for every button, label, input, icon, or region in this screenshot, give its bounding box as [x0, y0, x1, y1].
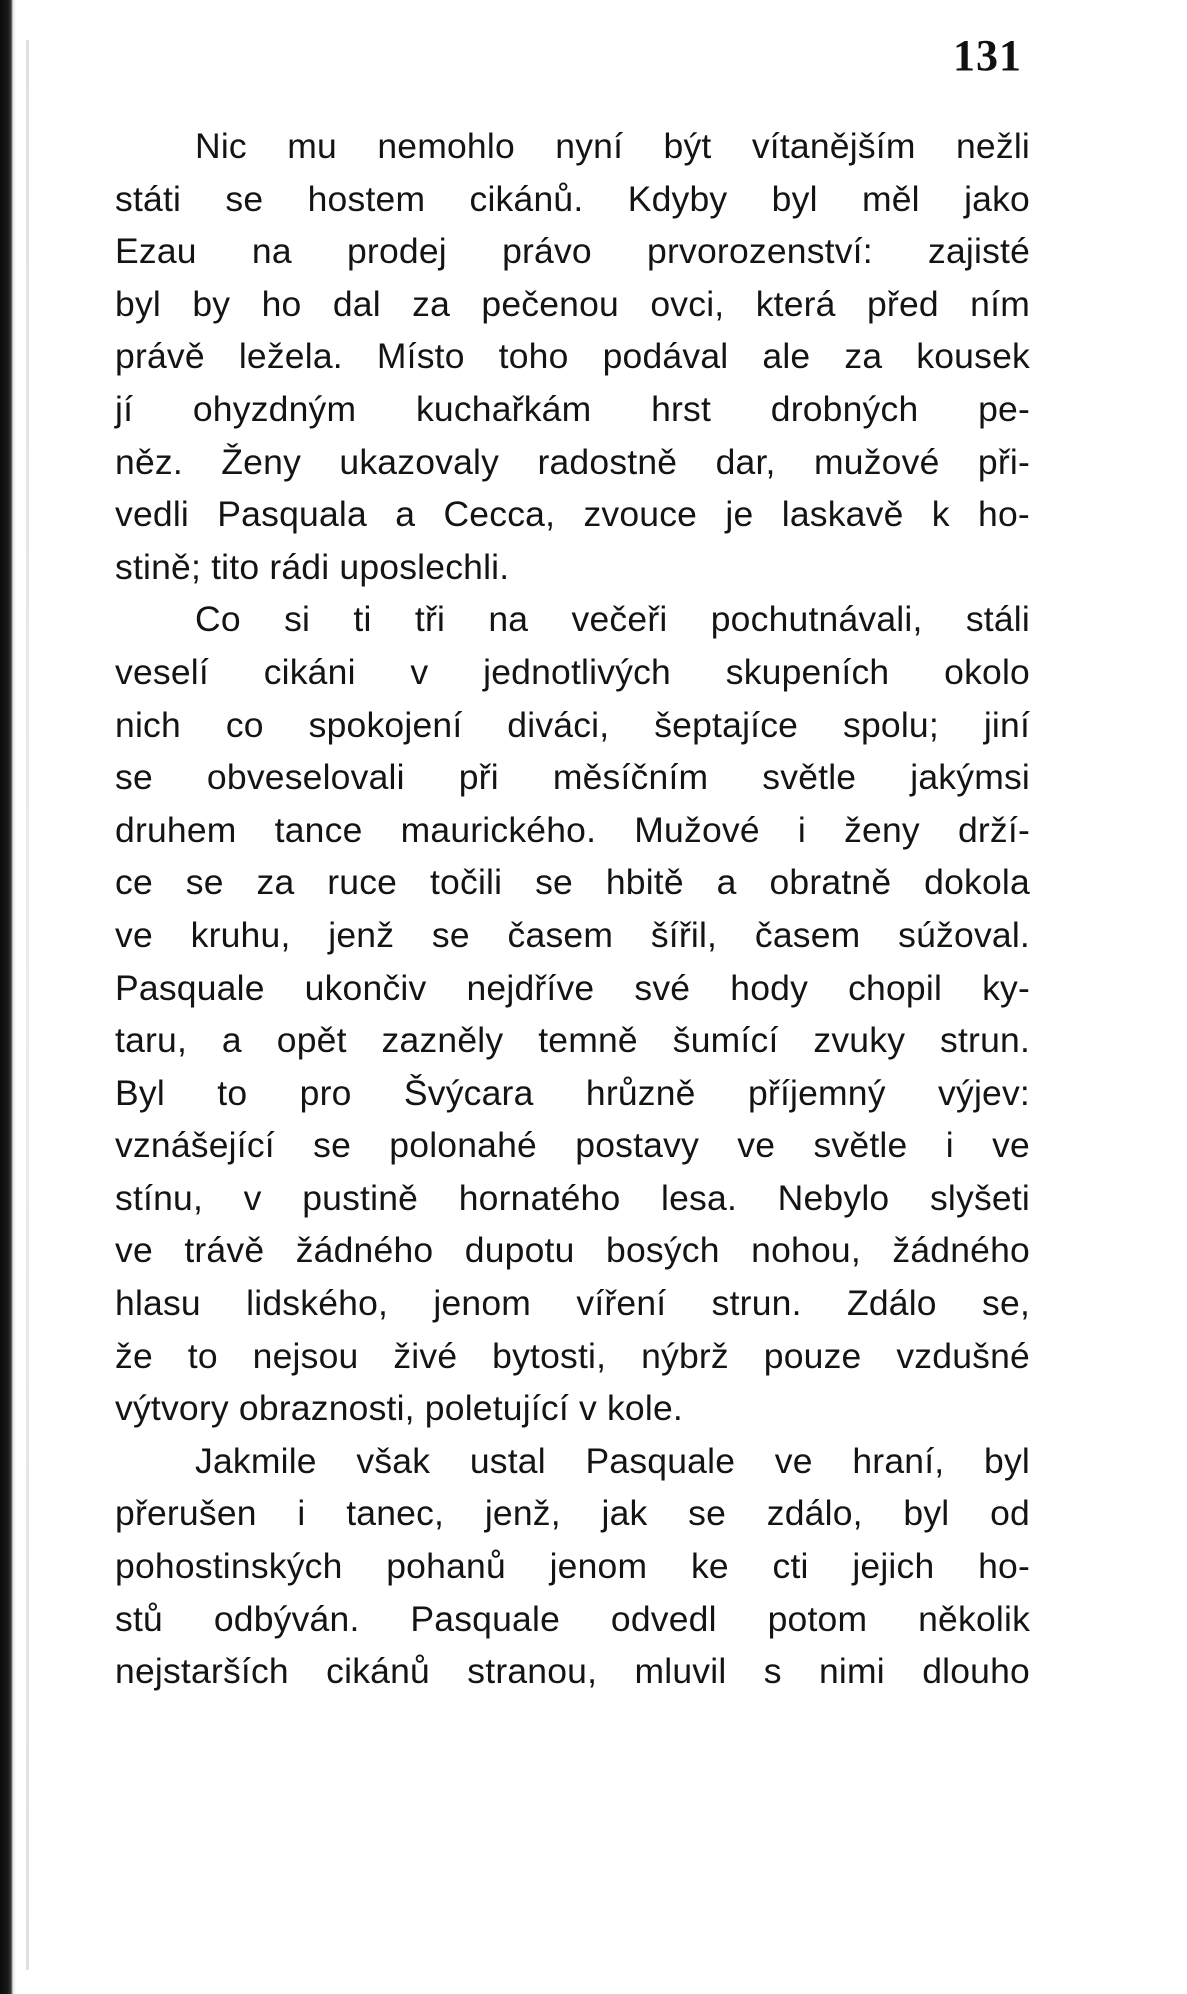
text-line: vedli Pasquala a Cecca, zvouce je laskavě k ho-	[115, 494, 1030, 535]
text-line: právě ležela. Místo toho podával ale za kousek	[115, 336, 1030, 377]
text-line: ve kruhu, jenž se časem šířil, časem súžoval.	[115, 914, 1030, 955]
text-line: přerušen i tanec, jenž, jak se zdálo, byl od	[115, 1493, 1030, 1534]
text-line: výtvory obraznosti, poletující v kole.	[115, 1388, 683, 1429]
text-line: něz. Ženy ukazovaly radostně dar, mužové při-	[115, 441, 1030, 482]
text-line: jí ohyzdným kuchařkám hrst drobných pe-	[115, 388, 1031, 429]
text-line: nich co spokojení diváci, šeptajíce spolu; jiní	[115, 704, 1031, 745]
book-binding-edge	[0, 0, 20, 1994]
text-line: veselí cikáni v jednotlivých skupeních okolo	[115, 651, 1031, 692]
text-line: Co si ti tři na večeři pochutnávali, stáli	[195, 599, 1030, 640]
text-line: Byl to pro Švýcara hrůzně příjemný výjev:	[115, 1072, 1030, 1113]
text-line: se obveselovali při měsíčním světle jakýmsi	[115, 757, 1031, 798]
text-line: stínu, v pustině hornatého lesa. Nebylo slyšeti	[115, 1177, 1030, 1218]
text-line: Nic mu nemohlo nyní být vítanějším nežli	[195, 126, 1030, 166]
page-text	[115, 120, 1030, 1698]
text-line: druhem tance maurického. Mužové i ženy drží-	[115, 809, 1030, 850]
text-line: stů odbýván. Pasquale odvedl potom několik	[115, 1598, 1031, 1639]
page-number: 131	[953, 31, 1022, 80]
text-line: nejstarších cikánů stranou, mluvil s nimi dlouho	[115, 1651, 1030, 1692]
text-line: Ezau na prodej právo prvorozenství: zajisté	[115, 231, 1031, 272]
text-line: ve trávě žádného dupotu bosých nohou, žádného	[115, 1230, 1030, 1271]
text-line: Jakmile však ustal Pasquale ve hraní, byl	[195, 1440, 1030, 1481]
text-line: že to nejsou živé bytosti, nýbrž pouze vzdušné	[115, 1335, 1030, 1376]
text-line: stině; tito rádi uposlechli.	[115, 546, 510, 587]
text-line: státi se hostem cikánů. Kdyby byl měl jako	[115, 178, 1030, 219]
text-line: taru, a opět zazněly temně šumící zvuky strun.	[115, 1020, 1031, 1061]
text-line: hlasu lidského, jenom víření strun. Zdálo se,	[115, 1283, 1031, 1324]
text-line: ce se za ruce točili se hbitě a obratně dokola	[115, 862, 1030, 903]
text-line: pohostinských pohanů jenom ke cti jejich ho-	[115, 1546, 1031, 1587]
text-line: vznášející se polonahé postavy ve světle i ve	[115, 1125, 1030, 1166]
text-line: Pasquale ukončiv nejdříve své hody chopil ky-	[115, 967, 1030, 1008]
text-line: byl by ho dal za pečenou ovci, která před ním	[115, 283, 1030, 324]
